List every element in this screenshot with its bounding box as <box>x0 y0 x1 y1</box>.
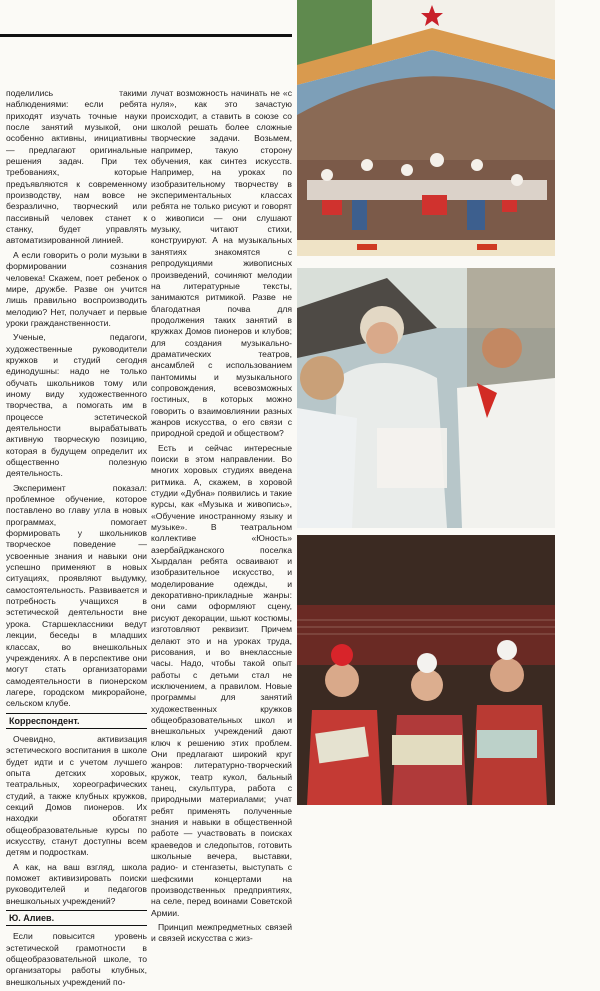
text-column-2 <box>151 88 292 948</box>
speaker-label: Ю. Алиев. <box>6 910 147 926</box>
paragraph: Есть и сейчас интересные поиски в этом направлении. Во многих хоровых студиях введена ритмика. А, скажем, в хоровой студии «Дубна» появились и такие курсы, как «Музыка и живопись», «Обучение иностранному языку и музыке». В театральном коллективе «Юность» азербайджанского поселка Хырдалан ребята осваивают и изобразительное искусство, и моделирование одежды, и декоративно-прикладные жанры: они сами оформляют сцену, рисуют декорации, шьют костюмы, изготовляют реквизит. Причем делают это и на уроках труда, рисования, и во внеклассные часы. Надо, чтобы такой опыт работы с детьми стал не исключением, а правилом. Новые программы для занятий художественных кружков общеобразовательных школ и внешкольных учреждений дают ключ к решению этих проблем. Они предлагают широкий круг жанров: литературно-творческий кружок, театр кукол, бальный танец, скульптура, работа с природными материалами; учат ребят применять полученные знания и навыки в общественной работе — участвовать в поисках краеведов и следопытов, готовить школьные вечера, выставки, радио- и стенгазеты, выступать с шефскими концертами на производственных предприятиях, на селе, перед воинами Советской Армии. <box>151 442 292 918</box>
paragraph: Ученые, педагоги, художественные руководители кружков и студий сегодня единодушны: надо не только обучать школьников тому или иному виду художественного творчества, а помогать им в процессе эстетической деятельности вырабатывать активную творческую позицию, которая в будущем определит их общественно полезную деятельность. <box>6 332 147 479</box>
speaker-label: Корреспондент. <box>6 713 147 729</box>
photo-girls-choir <box>297 535 555 805</box>
paragraph: Очевидно, активизация эстетического воспитания в школе будет идти и с учетом лучшего опыта детских хоровых, театральных, хореографических студий, а также клубных кружков, секций Домов пионеров. Их находки обогатят общеобразовательные курсы по искусству, станут доступны всем детям и подросткам. <box>6 733 147 858</box>
text-column-1 <box>6 88 147 991</box>
photo-teacher-pioneers <box>297 268 555 528</box>
paragraph: А как, на ваш взгляд, школа поможет активизировать поиски руководителей и педагогов внешкольных учреждений? <box>6 861 147 906</box>
paragraph: Принцип межпредметных связей и связей искусства с жиз- <box>151 922 292 944</box>
photo-stage-dance <box>297 0 555 256</box>
top-rule <box>0 34 292 37</box>
paragraph: А если говорить о роли музыки в формировании сознания человека! Скажем, поет ребенок о мире, дружбе. Разве он учится лишь правильно воспроизводить мелодию? Нет, получает и первые уроки гражданственности. <box>6 249 147 328</box>
paragraph: поделились такими наблюдениями: если ребята приходят изучать точные науки после занятий музыкой, они особенно активны, инициативны — предлагают оригинальные решения задач. При тех требованиях, которые предъявляются к современному производству, нам вовсе не безразлично, творческий или пассивный человек станет к станку, будет управлять автоматизированной линией. <box>6 88 147 246</box>
paragraph: Эксперимент показал: проблемное обучение, которое поставлено во главу угла в новых программах, помогает формировать у школьников творческое поведение — усвоенные знания и навыки они успешно применяют в новых ситуациях, проявляют выдумку, самостоятельность. Развивается и потребность учащихся в эстетической деятельности вне урока. Старшеклассники ведут лекции, беседы в младших классах, во внешкольных учреждениях. А в перспективе они могут стать организаторами самодеятельности в пионерском лагере, городском микрорайоне, сельском клубе. <box>6 482 147 709</box>
paragraph: Если повысится уровень эстетической грамотности в общеобразовательной школе, то организаторы работы клубных, внешкольных учреждений по- <box>6 931 147 987</box>
paragraph: лучат возможность начинать не «с нуля», как это зачастую происходит, а ставить в союзе со школой решать более сложные творческие задачи. Возьмем, например, такую сторону обучения, как синтез искусств. Например, на уроках по изобразительному творчеству в экспериментальных классах ребята не только рисуют и говорят о живописи — они слушают музыку, читают стихи, конструируют. А на музыкальных занятиях знакомятся с репродукциями живописных произведений, сочиняют мелодии на литературные тексты, занимаются ритмикой. Разве не благодатная почва для продолжения таких занятий в кружках Домов пионеров и клубов; для создания музыкально-драматических театров, ансамблей с использованием пантомимы и музыкального сопровождения, всевозможных гостиных, в которых можно говорить о взаимовлиянии разных жанров искусства, о его связи с природной средой и обществом? <box>151 88 292 439</box>
